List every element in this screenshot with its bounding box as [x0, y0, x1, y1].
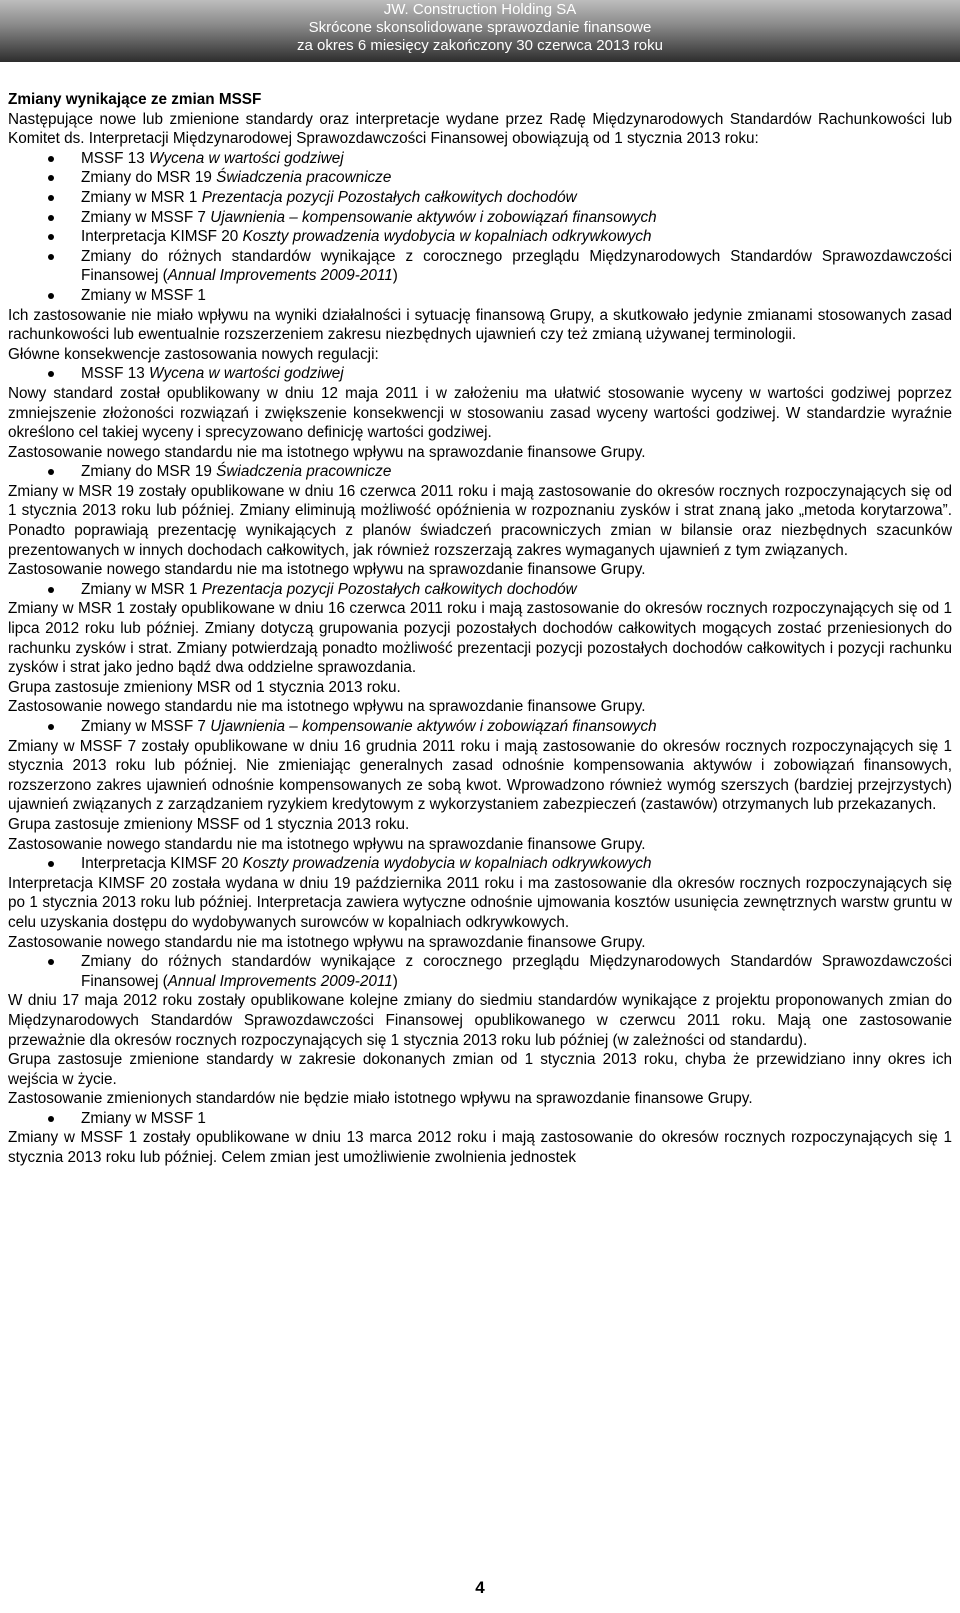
impact-paragraph: Ich zastosowanie nie miało wpływu na wyniki działalności i sytuację finansową Grupy, a skutkowało jedynie zmianami stosowanych zasad rachunkowości lub ewentualnie rozszerzeniem zakresu niezbędnych ujawnień czy też zmianą używanej terminologii. [8, 306, 952, 344]
section-paragraph: Zmiany w MSR 1 zostały opublikowane w dniu 16 czerwca 2011 roku i mają zastosowanie do okresów rocznych rozpoczynających się od 1 lipca 2012 roku lub później. Zmiany dotyczą grupowania pozycji pozostałych dochodów całkowitych mogących zostać przeniesionych do rachunku zysków i strat. Zmiany potwierdzają ponadto możliwość prezentacji pozycji pozostałych dochodów całkowitych i pozycji rachunku zysków i strat jako jedno bądź dwa oddzielne sprawozdania. [8, 600, 952, 677]
company-name: JW. Construction Holding SA [383, 1, 577, 18]
section-heading: Zmiany w MSR 1 Prezentacja pozycji Pozostałych całkowitych dochodów [8, 580, 952, 600]
section-heading-list [8, 364, 952, 384]
bullet-icon [48, 959, 54, 965]
section-heading: Zmiany do MSR 19 Świadczenia pracownicze [8, 462, 952, 482]
page-number: 4 [475, 1578, 485, 1597]
section-heading: MSSF 13 Wycena w wartości godziwej [8, 364, 952, 384]
section-paragraph: Zastosowanie nowego standardu nie ma istotnego wpływu na sprawozdanie finansowe Grupy. [8, 698, 646, 716]
section-paragraph: Zmiany w MSSF 1 zostały opublikowane w dniu 13 marca 2012 roku i mają zastosowanie do okresów rocznych rozpoczynających się 1 stycznia 2013 roku lub później. Celem zmian jest umożliwienie zwolnienia jednostek [8, 1129, 952, 1167]
section-heading: Zmiany w MSSF 1 [8, 1109, 952, 1129]
bullet-icon [48, 371, 54, 377]
section-heading-list [8, 1109, 952, 1129]
section-paragraph: Zmiany w MSR 19 zostały opublikowane w dniu 16 czerwca 2011 roku i mają zastosowanie do okresów rocznych rozpoczynających się od 1 stycznia 2013 roku lub później. Zmiany eliminują możliwość opóźnienia w rozpoznaniu zysków i strat znaną jako „metoda korytarzowa”. Ponadto poprawiają prezentację wynikających z planów świadczeń pracowniczych zmian w bilansie oraz niezbędnych szacunków prezentowanych w innych dochodach całkowitych, jak również rozszerzają zakres wymaganych ujawnień z tym związanych. [8, 482, 952, 559]
bullet-icon [48, 254, 54, 260]
section-heading-list [8, 580, 952, 600]
standards-list-item: Zmiany do MSR 19 Świadczenia pracownicze [8, 168, 952, 188]
section-heading-list [8, 717, 952, 737]
bullet-icon [48, 215, 54, 221]
section-heading-list [8, 462, 952, 482]
section-paragraph: Zastosowanie nowego standardu nie ma istotnego wpływu na sprawozdanie finansowe Grupy. [8, 835, 646, 853]
bullet-icon [48, 469, 54, 475]
bullet-icon [48, 724, 54, 730]
page-header [0, 0, 960, 64]
section-paragraph: Zastosowanie nowego standardu nie ma istotnego wpływu na sprawozdanie finansowe Grupy. [8, 561, 646, 579]
section-heading-list [8, 854, 952, 874]
main-consequences-heading: Główne konsekwencje zastosowania nowych regulacji: [8, 345, 379, 363]
report-title: Skrócone skonsolidowane sprawozdanie finansowe [308, 19, 652, 36]
section-heading: Interpretacja KIMSF 20 Koszty prowadzenia wydobycia w kopalniach odkrywkowych [8, 854, 952, 874]
intro-paragraph: Następujące nowe lub zmienione standardy oraz interpretacje wydane przez Radę Międzynarodowych Standardów Rachunkowości lub Komitet ds. Interpretacji Międzynarodowej Sprawozdawczości Finansowej obowiązują od 1 stycznia 2013 roku: [8, 110, 952, 148]
section-heading: Zmiany w MSSF 7 Ujawnienia – kompensowanie aktywów i zobowiązań finansowych [8, 717, 952, 737]
section-paragraph: W dniu 17 maja 2012 roku zostały opublikowane kolejne zmiany do siedmiu standardów wynikające z projektu proponowanych zmian do Międzynarodowych Standardów Sprawozdawczości Finansowej opublikowanego w czerwcu 2011 roku. Mają one zastosowanie przeważnie dla okresów rocznych rozpoczynających się 1 stycznia 2013 roku lub później (w zależności od standardu). [8, 992, 952, 1049]
section-title: Zmiany wynikające ze zmian MSSF [8, 91, 262, 108]
section-paragraph: Grupa zastosuje zmienione standardy w zakresie dokonanych zmian od 1 stycznia 2013 roku, chyba że przewidziano inny okres ich wejścia w życie. [8, 1051, 952, 1088]
standards-list-item: Zmiany w MSSF 1 [8, 286, 952, 306]
document-body [8, 90, 952, 1168]
bullet-icon [48, 175, 54, 181]
standards-list-item: Zmiany w MSSF 7 Ujawnienia – kompensowanie aktywów i zobowiązań finansowych [8, 208, 952, 228]
section-paragraph: Zastosowanie nowego standardu nie ma istotnego wpływu na sprawozdanie finansowe Grupy. [8, 933, 646, 951]
section-heading-list [8, 952, 952, 991]
section-paragraph: Zastosowanie zmienionych standardów nie będzie miało istotnego wpływu na sprawozdanie finansowe Grupy. [8, 1090, 753, 1108]
bullet-icon [48, 861, 54, 867]
section-paragraph: Grupa zastosuje zmieniony MSSF od 1 stycznia 2013 roku. [8, 815, 410, 833]
bullet-icon [48, 234, 54, 240]
standards-list-item: Interpretacja KIMSF 20 Koszty prowadzenia wydobycia w kopalniach odkrywkowych [8, 227, 952, 247]
report-period: za okres 6 miesięcy zakończony 30 czerwca 2013 roku [296, 37, 663, 54]
standards-list [8, 149, 952, 306]
bullet-icon [48, 293, 54, 299]
bullet-icon [48, 587, 54, 593]
section-paragraph: Interpretacja KIMSF 20 została wydana w dniu 19 października 2011 roku i ma zastosowanie dla okresów rocznych rozpoczynających się po 1 stycznia 2013 roku lub później. Interpretacja zawiera wytyczne odnośnie ujmowania kosztów usunięcia zewnętrznych warstw gruntu w celu uzyskania dostępu do wydobywanych surowców w kopalniach odkrywkowych. [8, 874, 952, 931]
section-paragraph: Grupa zastosuje zmieniony MSR od 1 stycznia 2013 roku. [8, 678, 401, 696]
section-paragraph: Zastosowanie nowego standardu nie ma istotnego wpływu na sprawozdanie finansowe Grupy. [8, 443, 646, 461]
standards-list-item: Zmiany do różnych standardów wynikające z corocznego przeglądu Międzynarodowych Standardów Sprawozdawczości Finansowej (Annual Improvements 2009-2011) [8, 247, 952, 286]
standards-list-item: MSSF 13 Wycena w wartości godziwej [8, 149, 952, 169]
section-heading: Zmiany do różnych standardów wynikające z corocznego przeglądu Międzynarodowych Standardów Sprawozdawczości Finansowej (Annual Improvements 2009-2011) [8, 952, 952, 991]
bullet-icon [48, 1116, 54, 1122]
standards-list-item: Zmiany w MSR 1 Prezentacja pozycji Pozostałych całkowitych dochodów [8, 188, 952, 208]
bullet-icon [48, 195, 54, 201]
section-paragraph: Nowy standard został opublikowany w dniu 12 maja 2011 i w założeniu ma ułatwić stosowanie wyceny w wartości godziwej poprzez zmniejszenie złożoności rozwiązań i zwiększenie konsekwencji w stosowaniu zasad wyceny wartości godziwej. W standardzie wyraźnie określono cel takiej wyceny i sprecyzowano definicję wartości godziwej. [8, 384, 952, 442]
section-paragraph: Zmiany w MSSF 7 zostały opublikowane w dniu 16 grudnia 2011 roku i mają zastosowanie do okresów rocznych rozpoczynających się 1 stycznia 2013 roku lub później. Nie zmieniając generalnych zasad odnośnie kompensowania aktywów i zobowiązań finansowych, rozszerzono zakres ujawnień odnośnie kompensowanych ze sobą kwot. Wprowadzono również wymóg szerszych (bardziej przejrzystych) ujawnień związanych z zarządzaniem ryzykiem kredytowym z wykorzystaniem zabezpieczeń (zastawów) otrzymanych lub przekazanych. [8, 737, 952, 814]
bullet-icon [48, 156, 54, 162]
